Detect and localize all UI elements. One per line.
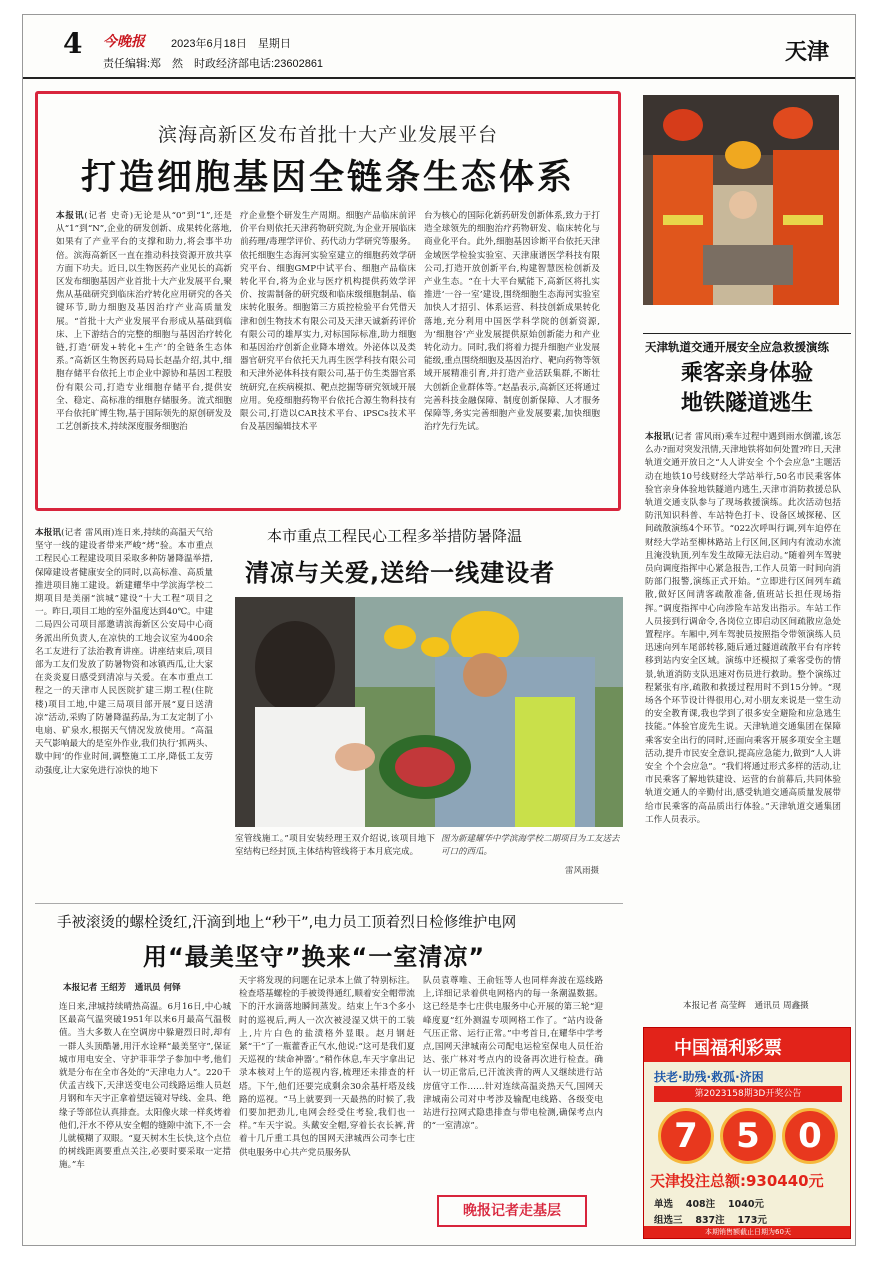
lottery-row-1 <box>654 1196 764 1210</box>
subway-headline-line-2: 地铁隧道逃生 <box>680 391 813 416</box>
cooling-col1-text: 连日来,持续的高温天气给坚守一线的建设者带来严峻“烤”验。本市重点工程民心工程建设项目采取多种防暑降温举措,保障建设者健康安全的同时,以高标准、高质量推进项目施工建设。新建耀华中学滨海学校二期项目是美丽“滨城”建设“十大工程”项目之一。昨日,项目工地的室外温度达到40℃。中建二局四公司项目部邀请滨海新区公安局中心商务派出所负责人,在凉快的工地会议室为400余名工友进行了法治教育讲座。讲座结束后,项目部为工友们发放了防暑物资和冰镇西瓜,让大家在炎炎夏日感受到清凉与关爱。在本市重点工程之一的天津市人民医院扩建三期工程(住院楼)项目工地,中建三局项目部开展“夏日送清凉”活动,采购了防暑降温药品,为工友定制了小电扇、矿泉水,根据天气情况发放使用。“高温天气影响最大的是室外作业,我们执行‘抓两头、歇中间’的作业时间,调整施工工序,降低工友劳动强度,让大家免进行凉快的地下 <box>35 528 213 776</box>
lottery-slogan: 扶老·助残·救孤·济困 <box>654 1070 764 1084</box>
power-headline: 用“最美坚守”换来“一室清凉” <box>143 943 486 971</box>
lottery-name: 中国福利彩票 <box>674 1038 782 1059</box>
byline-lead: 本报讯 <box>56 211 85 221</box>
cooling-byline-lead: 本报讯 <box>35 528 62 538</box>
cooling-headline: 清凉与关爱,送给一线建设者 <box>245 559 556 587</box>
cooling-byline-reporter: (记者 雷风雨) <box>61 528 115 538</box>
power-column-1 <box>59 1001 231 1233</box>
reporter-tag: 晚报记者走基层 <box>437 1195 587 1227</box>
lottery-ad <box>643 1027 851 1239</box>
lottery-row-2-count: 837注 <box>695 1215 725 1226</box>
watermelon-photo <box>235 597 623 827</box>
subway-byline-reporter: (记者 雷风雨) <box>671 432 725 442</box>
cooling-kicker: 本市重点工程民心工程多举措防暑降温 <box>267 527 523 545</box>
byline-reporter: (记者 史奇) <box>84 211 134 221</box>
power-rule <box>35 903 623 904</box>
subway-rule <box>643 333 851 334</box>
photo-credit: 雷风雨摄 <box>565 866 600 876</box>
lottery-row-1-count: 408注 <box>685 1199 716 1210</box>
rescue-drill-photo <box>643 95 839 305</box>
lottery-ball-1: 7 <box>658 1108 714 1164</box>
lottery-row-2-type: 组选三 <box>654 1215 683 1226</box>
feature-column-3 <box>424 210 600 506</box>
lottery-ball-2: 5 <box>720 1108 776 1164</box>
cooling-col2-text: 室管线施工。”项目安装经理王双介绍说,该项目地下室结构已经封顶,主体结构管线将于本月底完成。 <box>235 834 435 858</box>
feature-column-1 <box>56 210 232 506</box>
lottery-pool: 天津投注总额:930440元 <box>650 1172 824 1190</box>
power-col3-text: 队员袁尊唯、王俞钰等人也同样奔波在巡线路上,详细记录着供电网格内的每一条潮温数据。这已经是李七庄供电服务中心开展的第三轮“迎峰度夏”红外测温专项网格工作了。“站内设备气压正常、运行正常。”中考首日,在耀华中学考点,国网天津城南公司配电运检室保电人员任治达、张广林对考点内的设备再次进行检查。确认一切正常后,已汗流浃背的两人又继续进行站房值守工作……针对连续高温炎热天气,国网天津城南公司对中考涉及输配电线路、各级变电站进行拉网式隐患排查与带电检测,确保考点内的“一室清凉”。 <box>423 976 603 1132</box>
lottery-row-2-prize: 173元 <box>737 1215 767 1226</box>
photo-caption: 图为新建耀华中学滨海学校二期项目为工友送去可口的西瓜。 <box>441 834 620 857</box>
lottery-row-2 <box>654 1212 767 1226</box>
page-number: 4 <box>63 27 83 60</box>
lottery-draw-info: 第2023158期3D开奖公告 <box>654 1086 842 1102</box>
feature-col3-text: 台为核心的国际化新药研发创新体系,致力于打造全球领先的细胞治疗药物研发、临床转化与商业化平台。此外,细胞基因诊断平台依托天津金域医学检验实验室、天津康谱医学科技有限公司,打造开放创新平台,构建智慧医检创新及产业生态。“在十大平台赋能下,高新区将扎实推进‘一谷一室’建设,围绕细胞生态海河实验室加快人才招引、体系运营、科技创新成果转化落地,充分利用中国医学科学院的创新资源,为‘细胞谷’产业发展提供原始创新能力和产业转化动力。同时,我们将着力提升细胞产业发展能级,重点围绕细胞及基因治疗、靶向药物等领域开展精准引育,并打造产业活跃集群,不断壮大创新企业群体等。”赵晶表示,高新区还将通过完善科技金融保障、制度创新保障、人才服务保障等,务实完善细胞产业发展要素,加快细胞治疗先行先试。 <box>424 211 600 433</box>
paper-logo: 今晚报 <box>103 34 145 50</box>
lottery-row-1-type: 单选 <box>654 1199 674 1210</box>
feature-headline: 打造细胞基因全链条生态体系 <box>80 158 575 198</box>
feature-column-2 <box>240 210 416 506</box>
subway-byline-lead: 本报讯 <box>645 432 672 442</box>
power-byline: 本报记者 王绍芳 通讯员 何铎 <box>63 983 181 993</box>
lottery-row-1-prize: 1040元 <box>727 1199 764 1210</box>
cooling-column-2-tail <box>235 833 435 893</box>
section-title: 天津 <box>784 40 829 65</box>
feature-col1-text: 无论是从“0”到“1”,还是从“1”到“N”,企业的研发创新、成果转化落地,如果有了产业平台的支撑和助力,将会事半功倍。滨海高新区一直在推动科技资源开放共享方面下功夫。近日,以生物医药产业见长的高新区发布细胞基因产业首批十大产业发展平台,聚焦从基础研究到临床治疗转化应用研究的各关键环节,助力细胞及基因治疗产业高质量发展。“首批十大产业发展平台形成从基础到临床、上下游结合的完整的细胞与基因治疗转化链,打造‘研发+转化+生产’的全链条生态体系。”高新区生物医药局局长赵晶介绍,其中,细胞存储平台依托上市企业中源协和基因工程股份有限公司,打造专业细胞存储平台,提供安全、稳定、高标准的细胞存储服务。流式细胞平台依托旷博生物,基于国际领先的原创研发及工艺创新技术,持续深度服务细胞治 <box>56 211 232 433</box>
power-col2-text: 天宇将发现的问题在记录本上做了特别标注。检查塔基螺栓的手被烫得通红,顺着安全帽带流下的汗水滴落地瞬间蒸发。结束上午3个多小时的巡视后,两人一次次被浸湿又烘干的工装上,片片白色的盐渍格外显眼。赵月钢赶紧“干”了一瓶藿香正气水,他说:“这可是我们夏天巡视的‘续命神器’。”稍作休息,车天宇拿出记录本核对上午的巡视内容,梳理还未排查的杆塔。下午,他们还要完成剩余30余基杆塔及线路的巡视。“马上就要到一天最热的时候了,我们要加把劲儿,电网会经受住考验,我们也一样。”车天宇说。头戴安全帽,穿着长衣长裤,背着十几斤重工具包的国网天津城西公司李七庄供电服务中心共产党员服务队 <box>239 976 415 1158</box>
lottery-footer: 本期销售额截止日期为60天 <box>644 1226 851 1238</box>
subway-kicker: 天津轨道交通开展安全应急救援演练 <box>645 340 829 354</box>
power-col1-text: 连日来,津城持续晴热高温。6月16日,中心城区最高气温突破1951年以来6月最高气温极值。当大多数人在空调房中躲避烈日时,却有一群人头顶酷暑,用汗水诠释“最美坚守”,保证城市用电安全、守护菲菲学子参加中考,他们就是分布在全市各处的“天津电力人”。220千伏孟吉线下,天津送变电公司线路运维人员赵月钢和车天宇正拿着望远镜对导线、金具、绝缘子等部位认真排查。太阳像火球一样炙烤着他们,汗水不停从安全帽的缝隙中流下,不一会儿就模糊了双眼。“夏天树木生长快,这个点位的树线距离要重点关注,必要时要采取一定措施。”车 <box>59 1002 231 1171</box>
subway-headline-line-1: 乘客亲身体验 <box>680 361 813 386</box>
subway-credit: 本报记者 高莹辉 通讯员 周鑫摄 <box>683 1001 809 1011</box>
newspaper-page <box>22 14 856 1246</box>
power-column-2 <box>239 975 415 1237</box>
editor-line: 责任编辑:郑 然 时政经济部电话:23602861 <box>103 58 324 70</box>
issue-date: 2023年6月18日 星期日 <box>171 38 291 50</box>
power-kicker: 手被滚烫的螺栓烫红,汗滴到地上“秒干”,电力员工顶着烈日检修维护电网 <box>57 915 517 931</box>
feature-article <box>35 91 621 511</box>
subway-headline <box>643 359 851 419</box>
lottery-ball-3: 0 <box>782 1108 838 1164</box>
cooling-column-1 <box>35 527 213 905</box>
subway-body-text: 乘车过程中遇到雨水倒灌,该怎么办?面对突发汛情,天津地铁将如何处置?昨日,天津轨道交通开放日之“人人讲安全 个个会应急”主题活动在地铁10号线财经大学站举行,50名市民乘客体验官亲身体验地铁隧道内逃生,天津市消防救援总队轨道交通支队参与了现场救援演练。此次活动包括防汛知识科普、车站特色打卡、设备区域探秘、区间疏散演练4个环节。“022次呼叫行调,列车迫停在财经大学站至柳林路站上行区间,区间内有流动水流且淹没轨顶,列车发生故障无法启动。”随着列车驾驶员向调度指挥中心紧急报告,工作人员第一时间向消防部门报警,演练正式开始。“立即进行区间列车疏散,做好区间清客疏散准备,值班站长担任现场指挥。”调度指挥中心向涉险车站发出指示。车站工作人员接到行调命令,各岗位立即启动区间疏散应急处置程序。车厢中,列车驾驶员按照指令带领演练人员迅速向列车尾部转移,随后通过隧道疏散平台有序转移到站内安全区域。演练中还模拟了乘客受伤的情景,轨道消防支队迅速对伤员进行救助。整个演练过程紧张有序,疏散和救援过程用时不到15分钟。“现场各个环节设计得很用心,对小朋友来说是一堂生动的安全教育课,我也学到了很多安全避险和应急逃生技能。”体验官庞先生说。天津轨道交通集团在保障乘客安全出行的同时,还面向乘客开展多项安全主题活动,提升市民安全意识,提高应急能力,做到“人人讲安全 个个会应急”。“我们将通过形式多样的活动,让市民乘客了解地铁建设、运营的台前幕后,共同体验轨道交通人的辛勤付出,感受轨道交通高质量发展带给市民乘客的高品质出行体验。”天津轨道交通集团工作人员表示。 <box>645 432 841 825</box>
feature-kicker: 滨海高新区发布首批十大产业发展平台 <box>157 124 498 146</box>
feature-col2-text: 疗企业整个研发生产周期。细胞产品临床前评价平台则依托天津药物研究院,为企业开展临床前药理/毒理学评价、药代动力学研究等服务。依托细胞生态海河实验室建立的细胞药效学研究平台、细胞GMP中试平台、细胞产品临床转化平台,将为企业与医疗机构提供药效学评价、按需制备的研究级和临床级细胞制品、临床转化服务。细胞第三方质控检验平台凭借天津和创生物技术有限公司及天津天诚新药评价有限公司的雄厚实力,对标国际标准,助力细胞和基因治疗创新企业降本增效。外泌体以及类器官研究平台依托天九再生医学科技有限公司和天津外泌体科技有限公司,基于仿生类器官系统研究,在疾病模拟、靶点挖掘等研究领域开展应用。免疫细胞药物平台依托合源生物科技有限公司,打造以CAR技术平台、iPSCs技术平台及基因编辑技术平 <box>240 211 416 433</box>
subway-body <box>645 431 841 991</box>
power-column-3 <box>423 975 603 1189</box>
masthead <box>23 15 856 79</box>
